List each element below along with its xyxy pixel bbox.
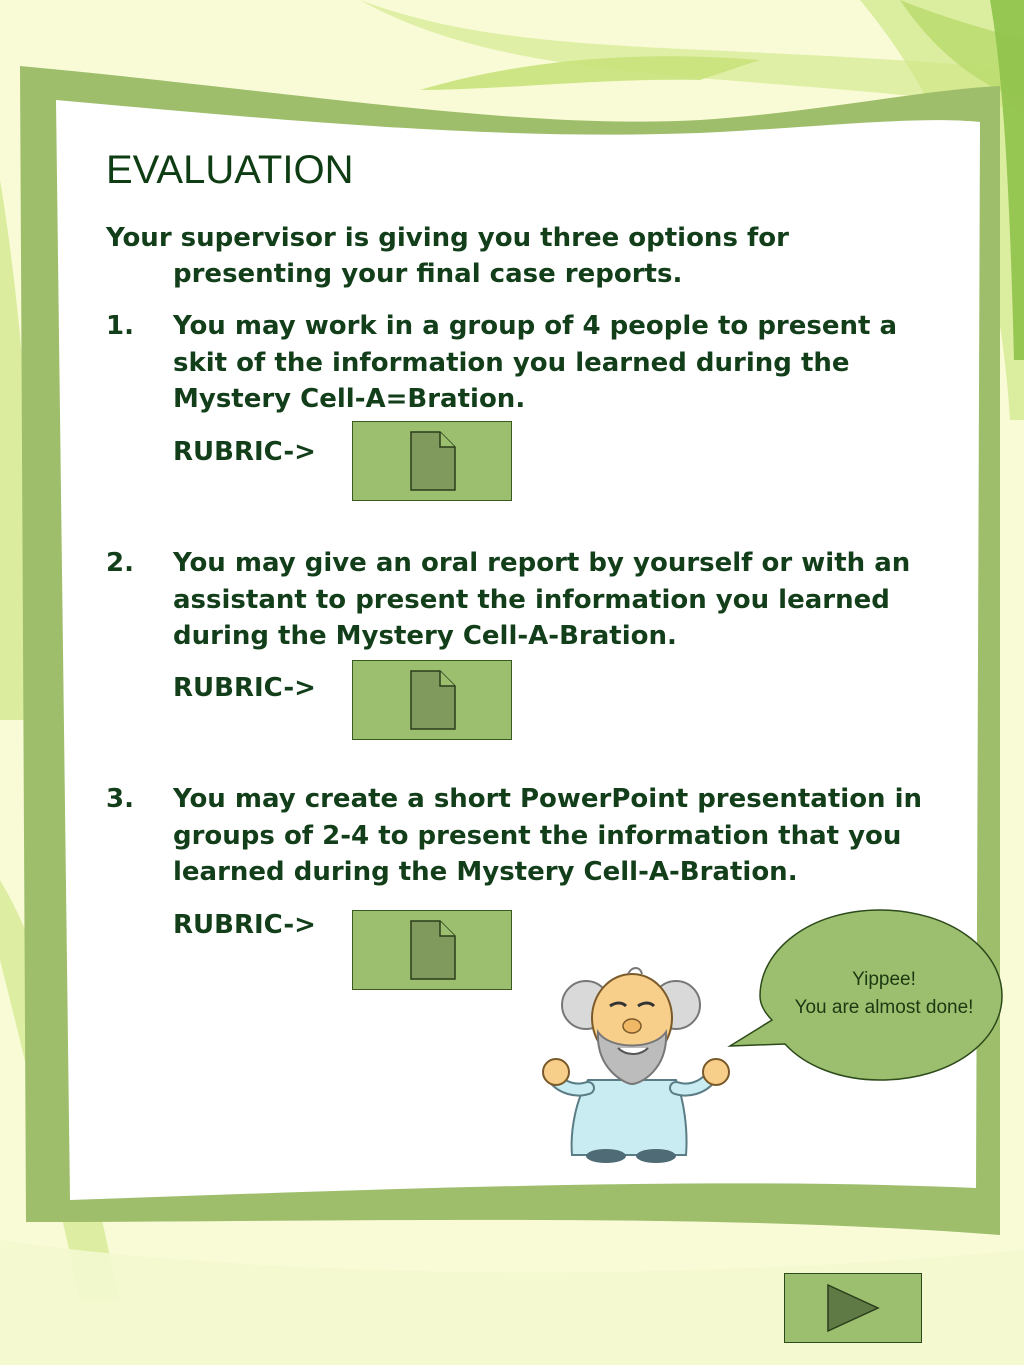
next-slide-button[interactable] — [784, 1273, 922, 1343]
rubric-label-2: RUBRIC-> — [173, 673, 316, 703]
rubric-label-1: RUBRIC-> — [173, 437, 316, 467]
rubric-label-3: RUBRIC-> — [173, 910, 316, 940]
option-number: 2. — [106, 548, 134, 578]
intro-text: Your supervisor is giving you three options for presenting your final case reports. — [106, 223, 789, 289]
option-text: You may create a short PowerPoint presentation in groups of 2-4 to present the information that you learned during the Mystery Cell-A-Bration. — [173, 784, 923, 887]
speech-bubble-text — [768, 966, 1000, 1022]
option-text: You may work in a group of 4 people to present a skit of the information you learned during the Mystery Cell-A=Bration. — [173, 311, 898, 414]
play-arrow-icon — [826, 1283, 880, 1333]
speech-line-1: Yippee! — [852, 969, 916, 990]
professor-clipart — [536, 960, 746, 1165]
option-number: 3. — [106, 784, 134, 814]
page-title: EVALUATION — [106, 148, 354, 192]
option-text: You may give an oral report by yourself or with an assistant to present the information you learned during the Mystery Cell-A-Bration. — [173, 548, 911, 651]
speech-line-2: You are almost done! — [794, 997, 974, 1018]
option-number: 1. — [106, 311, 134, 341]
